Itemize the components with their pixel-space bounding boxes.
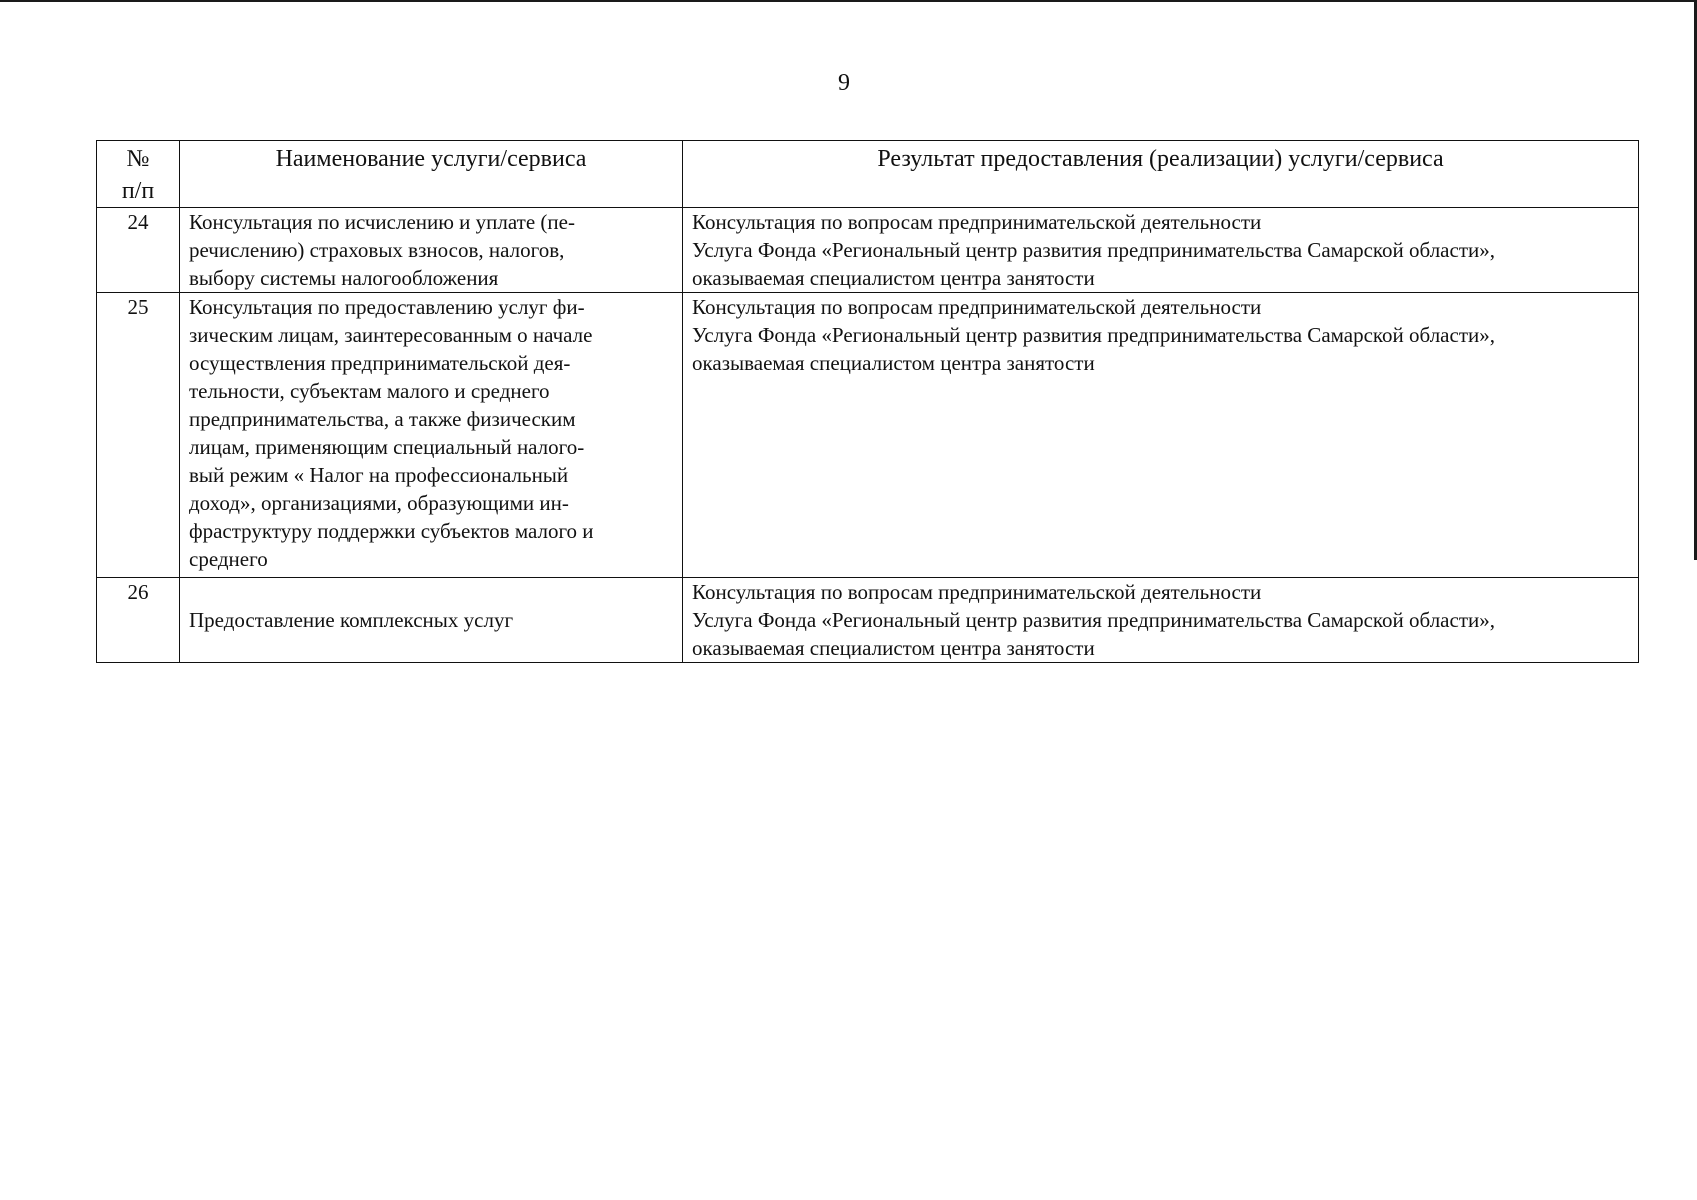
page-number: 9 — [838, 70, 850, 96]
header-number-abbr: п/п — [121, 178, 155, 204]
service-result-cell — [683, 293, 1639, 578]
row-number: 26 — [97, 578, 180, 663]
service-name-cell — [180, 208, 683, 293]
service-name-line: фраструктуру поддержки субъектов малого и — [189, 519, 594, 543]
service-name-line: зическим лицам, заинтересованным о начале — [189, 323, 593, 347]
header-result: Результат предоставления (реализации) услуги/сервиса — [683, 141, 1639, 208]
service-name-line: предпринимательства, а также физическим — [189, 407, 576, 431]
service-result-line: оказываемая специалистом центра занятости — [692, 636, 1095, 660]
service-name-line: Предоставление комплексных услуг — [189, 608, 514, 632]
row-number: 24 — [97, 208, 180, 293]
service-name-line: речислению) страховых взносов, налогов, — [189, 238, 565, 262]
scan-edge-top — [0, 0, 1697, 2]
table-row — [97, 578, 1639, 663]
service-name-line: доход», организациями, образующими ин- — [189, 491, 569, 515]
header-number — [97, 141, 180, 208]
row-number: 25 — [97, 293, 180, 578]
service-result-line: оказываемая специалистом центра занятости — [692, 351, 1095, 375]
service-result-cell — [683, 208, 1639, 293]
service-name-cell — [180, 293, 683, 578]
service-name-line: вый режим « Налог на профессиональный — [189, 463, 569, 487]
service-result-line: Услуга Фонда «Региональный центр развития предпринимательства Самарской области», — [692, 238, 1495, 262]
service-name-line: выбору системы налогообложения — [189, 266, 499, 290]
table-row — [97, 293, 1639, 578]
service-result-line: Консультация по вопросам предпринимательской деятельности — [692, 295, 1262, 319]
header-name: Наименование услуги/сервиса — [180, 141, 683, 208]
service-name-line: Консультация по предоставлению услуг фи- — [189, 295, 585, 319]
service-name-line: осуществления предпринимательской дея- — [189, 351, 571, 375]
service-result-line: Консультация по вопросам предпринимательской деятельности — [692, 210, 1262, 234]
service-name-line: тельности, субъектам малого и среднего — [189, 379, 550, 403]
service-result-line: Консультация по вопросам предпринимательской деятельности — [692, 580, 1262, 604]
service-result-cell — [683, 578, 1639, 663]
header-number-symbol: № — [126, 146, 150, 172]
service-result-line: Услуга Фонда «Региональный центр развития предпринимательства Самарской области», — [692, 608, 1495, 632]
table-header-row — [97, 141, 1639, 208]
table-row — [97, 208, 1639, 293]
service-name-line: Консультация по исчислению и уплате (пе- — [189, 210, 575, 234]
service-result-line: Услуга Фонда «Региональный центр развития предпринимательства Самарской области», — [692, 323, 1495, 347]
service-name-line: среднего — [189, 547, 268, 571]
service-name-cell — [180, 578, 683, 663]
service-result-line: оказываемая специалистом центра занятости — [692, 266, 1095, 290]
service-name-line: лицам, применяющим специальный налого- — [189, 435, 585, 459]
services-table — [96, 140, 1639, 663]
